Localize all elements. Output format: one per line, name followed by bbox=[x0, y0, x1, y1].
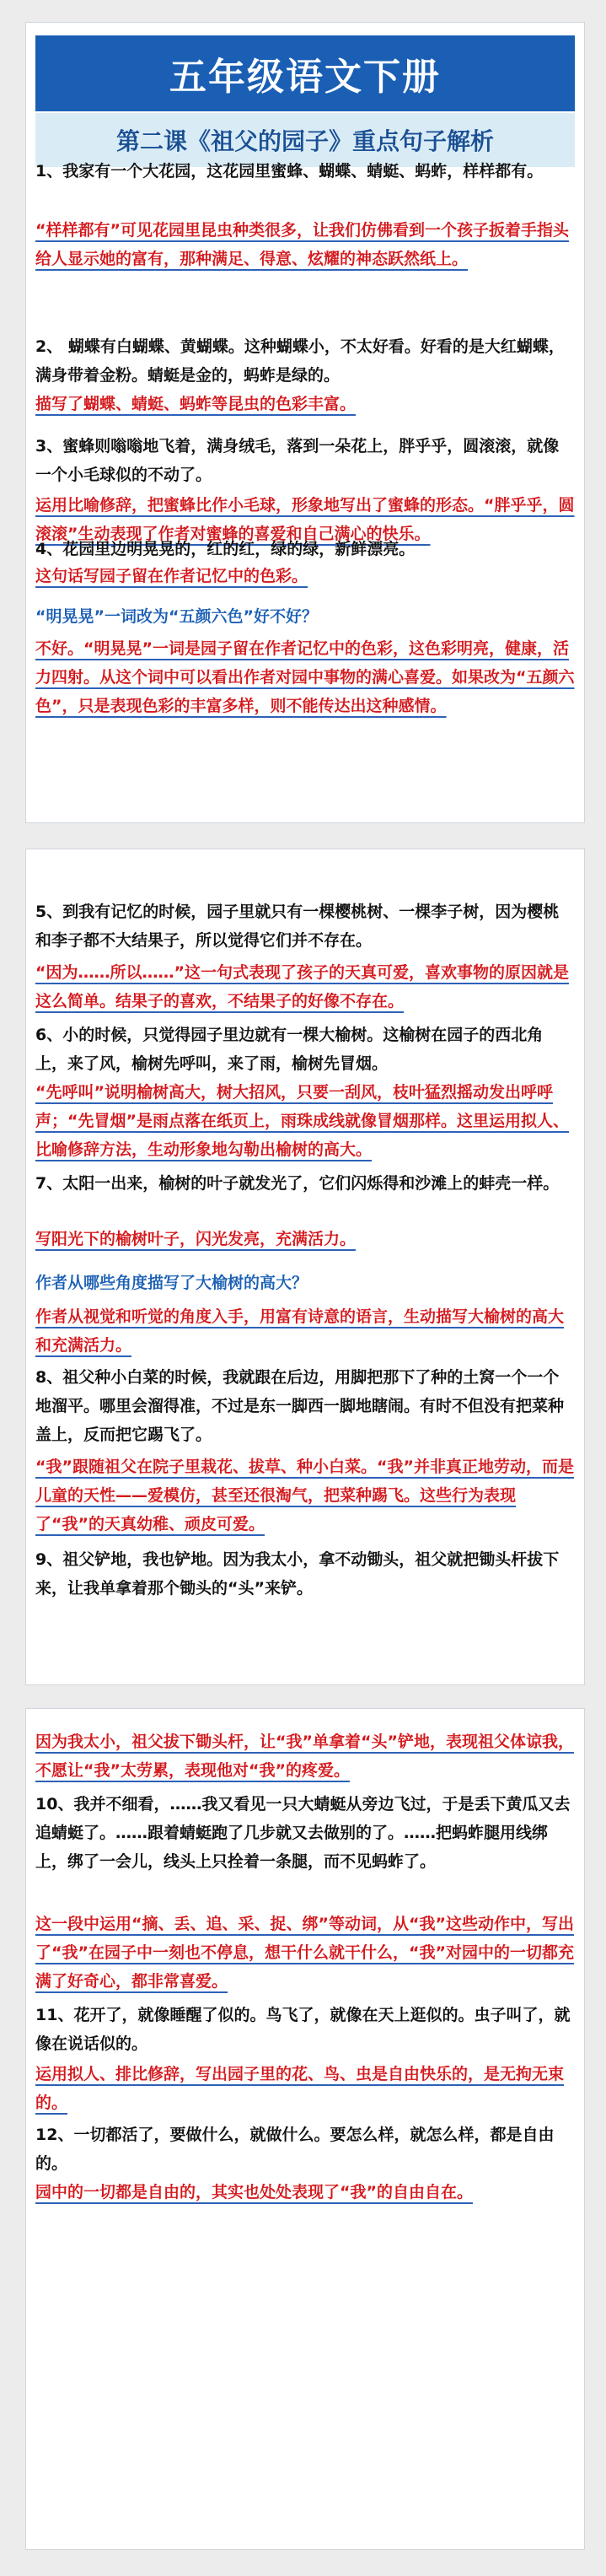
analysis-7-text: 写阳光下的榆树叶子，闪光发亮，充满活力。 bbox=[35, 1230, 357, 1248]
sentence-12: 12、一切都活了，要做什么，就做什么。要怎么样，就怎么样，都是自由的。 bbox=[35, 2126, 555, 2173]
lesson-subtitle: 第二课《祖父的园子》重点句子解析 bbox=[115, 127, 494, 155]
analysis-3-text: 运用比喻修辞，把蜜蜂比作小毛球，形象地写出了蜜蜂的形态。“胖乎乎，圆滚滚”生动表现了作者对蜜蜂的喜爱和自己满心的快乐。 bbox=[35, 496, 575, 543]
sentence-5: 5、到我有记忆的时候，园子里就只有一棵樱桃树、一棵李子树，因为樱桃和李子都不大结果子，所以觉得它们并不存在。 bbox=[35, 903, 560, 950]
sentence-8: 8、祖父种小白菜的时候，我就跟在后边，用脚把那下了种的土窝一个一个地溜平。哪里会溜得准，不过是东一脚西一脚地瞎闹。有时不但没有把菜种盖上，反而把它踢飞了。 bbox=[35, 1368, 565, 1444]
answer-7 bbox=[35, 1302, 575, 1360]
analysis-11 bbox=[35, 2060, 575, 2117]
sentence-3: 3、蜜蜂则嗡嗡地飞着，满身绒毛，落到一朵花上，胖乎乎，圆滚滚，就像一个小毛球似的不动了。 bbox=[35, 437, 560, 484]
analysis-9 bbox=[35, 1727, 575, 1785]
analysis-4 bbox=[35, 562, 575, 590]
analysis-6-text: “先呼叫”说明榆树高大，树大招风，只要一刮风，枝叶猛烈摇动发出呼呼声；“先冒烟”是雨点落在纸页上，雨珠成线就像冒烟那样。这里运用拟人、比喻修辞方法，生动形象地勾勒出榆树的高大。 bbox=[35, 1083, 569, 1159]
analysis-10-text: 这一段中运用“摘、丢、追、采、捉、绑”等动词，从“我”这些动作中，写出了“我”在园子中一刻也不停息，想干什么就干什么，“我”对园中的一切都充满了好奇心，都非常喜爱。 bbox=[35, 1915, 574, 1991]
analysis-1-text: “样样都有”可见花园里昆虫种类很多，让我们仿佛看到一个孩子扳着手指头给人显示她的富有，那种满足、得意、炫耀的神态跃然纸上。 bbox=[35, 221, 569, 268]
sentence-6: 6、小的时候，只觉得园子里边就有一棵大榆树。这榆树在园子的西北角上，来了风，榆树先呼叫，来了雨，榆树先冒烟。 bbox=[35, 1026, 544, 1073]
analysis-8-text: “我”跟随祖父在院子里栽花、拔草、种小白菜。“我”并非真正地劳动，而是儿童的天性——爱模仿，甚至还很淘气，把菜种踢飞。这些行为表现了“我”的天真幼稚、顽皮可爱。 bbox=[35, 1458, 574, 1533]
sentence-4: 4、花园里边明晃晃的，红的红，绿的绿，新鲜漂亮。 bbox=[35, 540, 416, 558]
sentence-9: 9、祖父铲地，我也铲地。因为我太小，拿不动锄头，祖父就把锄头杆拔下来，让我单拿着那个锄头的“头”来铲。 bbox=[35, 1550, 560, 1598]
analysis-7 bbox=[35, 1225, 575, 1253]
answer-4-text: 不好。“明晃晃”一词是园子留在作者记忆中的色彩，这色彩明亮，健康，活力四射。从这个词中可以看出作者对园中事物的满心喜爱。如果改为“五颜六色”，只是表现色彩的丰富多样，则不能传达出这种感情。 bbox=[35, 639, 575, 715]
analysis-5 bbox=[35, 958, 575, 1016]
sentence-11: 11、花开了，就像睡醒了似的。鸟飞了，就像在天上逛似的。虫子叫了，就像在说话似的。 bbox=[35, 2006, 571, 2053]
analysis-12-text: 园中的一切都是自由的，其实也处处表现了“我”的自由自在。 bbox=[35, 2183, 473, 2201]
sentence-7: 7、太阳一出来，榆树的叶子就发光了，它们闪烁得和沙滩上的蚌壳一样。 bbox=[35, 1174, 560, 1193]
analysis-4-text: 这句话写园子留在作者记忆中的色彩。 bbox=[35, 567, 308, 585]
question-7: 作者从哪些角度描写了大榆树的高大？ bbox=[35, 1274, 308, 1292]
analysis-12 bbox=[35, 2178, 575, 2207]
analysis-9-text: 因为我太小，祖父拔下锄头杆，让“我”单拿着“头”铲地，表现祖父体谅我，不愿让“我”太劳累，表现他对“我”的疼爱。 bbox=[35, 1733, 574, 1780]
answer-4 bbox=[35, 634, 575, 720]
analysis-10 bbox=[35, 1910, 575, 1996]
analysis-8 bbox=[35, 1452, 575, 1539]
sentence-1: 1、我家有一个大花园，这花园里蜜蜂、蝴蝶、蜻蜓、蚂蚱，样样都有。 bbox=[35, 162, 544, 181]
analysis-6 bbox=[35, 1078, 575, 1164]
answer-7-text: 作者从视觉和听觉的角度入手，用富有诗意的语言，生动描写大榆树的高大和充满活力。 bbox=[35, 1307, 565, 1355]
analysis-1 bbox=[35, 216, 575, 273]
sentence-2: 2、 蝴蝶有白蝴蝶、黄蝴蝶。这种蝴蝶小，不太好看。好看的是大红蝴蝶，满身带着金粉。蜻蜓是金的，蚂蚱是绿的。 bbox=[35, 337, 565, 385]
analysis-2 bbox=[35, 390, 575, 418]
question-4: “明晃晃”一词改为“五颜六色”好不好？ bbox=[35, 607, 318, 626]
page-title: 五年级语文下册 bbox=[169, 56, 441, 99]
sentence-10: 10、我并不细看，……我又看见一只大蜻蜓从旁边飞过，于是丢下黄瓜又去追蜻蜓了。……跟着蜻蜓跑了几步就又去做别的了。……把蚂蚱腿用线绑上，绑了一会儿，线头上只拴着一条腿，而不见蚂蚱了。 bbox=[35, 1795, 571, 1871]
analysis-2-text: 描写了蝴蝶、蜻蜓、蚂蚱等昆虫的色彩丰富。 bbox=[35, 395, 357, 413]
page-title-bar bbox=[35, 35, 575, 111]
analysis-5-text: “因为……所以……”这一句式表现了孩子的天真可爱，喜欢事物的原因就是这么简单。结果子的喜欢，不结果子的好像不存在。 bbox=[35, 963, 569, 1010]
analysis-11-text: 运用拟人、排比修辞，写出园子里的花、鸟、虫是自由快乐的，是无拘无束的。 bbox=[35, 2065, 565, 2112]
